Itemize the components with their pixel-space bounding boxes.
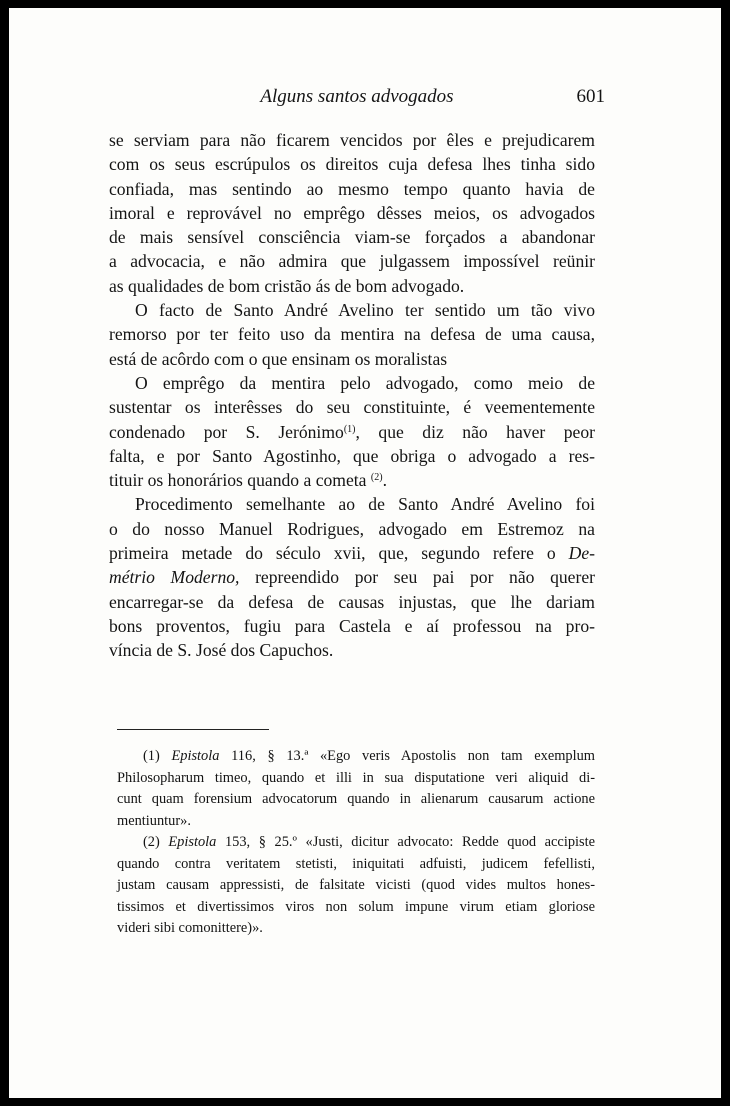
text-line: de mais sensível consciência viam-se forçados a abandonar: [109, 227, 595, 248]
text-line: O emprêgo da mentira pelo advogado, como meio de: [135, 372, 595, 393]
page-number: 601: [576, 86, 605, 107]
text-segment: repreendido por seu pai por não querer: [255, 567, 595, 588]
text-line: as qualidades de bom cristão ás de bom advogado.: [109, 275, 465, 296]
footnote-ref[interactable]: (2): [370, 472, 383, 484]
footnote-source: Epistola: [168, 834, 217, 850]
text-line: víncia de S. José dos Capuchos.: [109, 640, 334, 661]
book-title: métrio Moderno,: [109, 567, 240, 588]
text-line: sustentar os interêsses do seu constituinte, é veementemente: [109, 397, 595, 418]
footnote-marker: (1): [143, 748, 160, 764]
text-segment: condenado por S. Jerónimo: [109, 421, 344, 442]
text-line: se serviam para não ficarem vencidos por êles e prejudicarem: [109, 130, 595, 150]
footnote-line: videri sibi comonittere)».: [117, 920, 263, 936]
text-line: o do nosso Manuel Rodrigues, advogado em Estremoz na: [109, 518, 595, 539]
text-segment: tituir os honorários quando a cometa: [109, 470, 367, 491]
text-line: bons proventos, fugiu para Castela e aí professou na pro-: [109, 615, 595, 636]
book-page: [9, 8, 721, 1098]
text-line: [109, 565, 595, 589]
footnote-line: mentiuntur».: [117, 812, 191, 829]
text-line: [109, 420, 595, 444]
text-segment: 116, § 13.ª «Ego veris Apostolis non tam exemplum: [231, 748, 595, 764]
text-line: Procedimento semelhante ao de Santo André Avelino foi: [135, 494, 595, 515]
text-segment: .: [382, 470, 387, 491]
book-title: De-: [568, 543, 595, 564]
footnote-line: tissimos et divertissimos viros non solum impune virum etiam gloriose: [117, 898, 595, 915]
text-line: encarregar-se da defesa de causas injustas, que lhe dariam: [109, 591, 595, 612]
text-line: a advocacia, e não admira que julgassem impossível reünir: [109, 251, 595, 272]
footnote-line: justam causam appressisti, de falsitate vicisti (quod vides multos hones-: [117, 877, 595, 893]
text-line: O facto de Santo André Avelino ter sentido um tão vivo: [135, 300, 595, 321]
text-segment: 153, § 25.º «Justi, dicitur advocato: Redde quod accipiste: [224, 834, 595, 850]
footnote-separator: [117, 729, 269, 730]
footnote-line: Philosopharum timeo, quando et illi in sua disputatione veri aliquid di-: [117, 769, 595, 786]
body-text: [109, 128, 595, 663]
page-header: [109, 86, 605, 116]
text-line: [109, 541, 595, 565]
footnote-ref[interactable]: (1): [343, 423, 356, 435]
footnote-line: cunt quam forensium advocatorum quando in alienarum causarum actione: [117, 791, 595, 807]
text-line: remorso por ter feito uso da mentira na defesa de uma causa,: [109, 324, 595, 345]
text-line: confiada, mas sentindo ao mesmo tempo quanto havia de: [109, 178, 595, 199]
text-segment: que diz não haver peor: [378, 421, 595, 442]
text-line: está de acôrdo com o que ensinam os moralistas: [109, 348, 448, 369]
text-segment: ,: [355, 421, 360, 442]
footnotes: [117, 746, 595, 940]
text-line: imoral e reprovável no emprêgo dêsses meios, os advogados: [109, 202, 595, 223]
footnote-line: [117, 746, 595, 768]
footnote-source: Epistola: [171, 748, 220, 764]
text-segment: primeira metade do século xvii, que, segundo refere o: [109, 543, 556, 564]
footnote-marker: (2): [143, 834, 160, 850]
footnote-line: quando contra veritatem stetisti, iniquitati adfuisti, judicem fefellisti,: [117, 855, 595, 872]
text-line: falta, e por Santo Agostinho, que obriga o advogado a res-: [109, 445, 595, 466]
footnote-line: [117, 832, 595, 854]
running-title: Alguns santos advogados: [260, 86, 454, 107]
text-line: [109, 468, 595, 492]
text-line: com os seus escrúpulos os direitos cuja defesa lhes tinha sido: [109, 154, 595, 175]
